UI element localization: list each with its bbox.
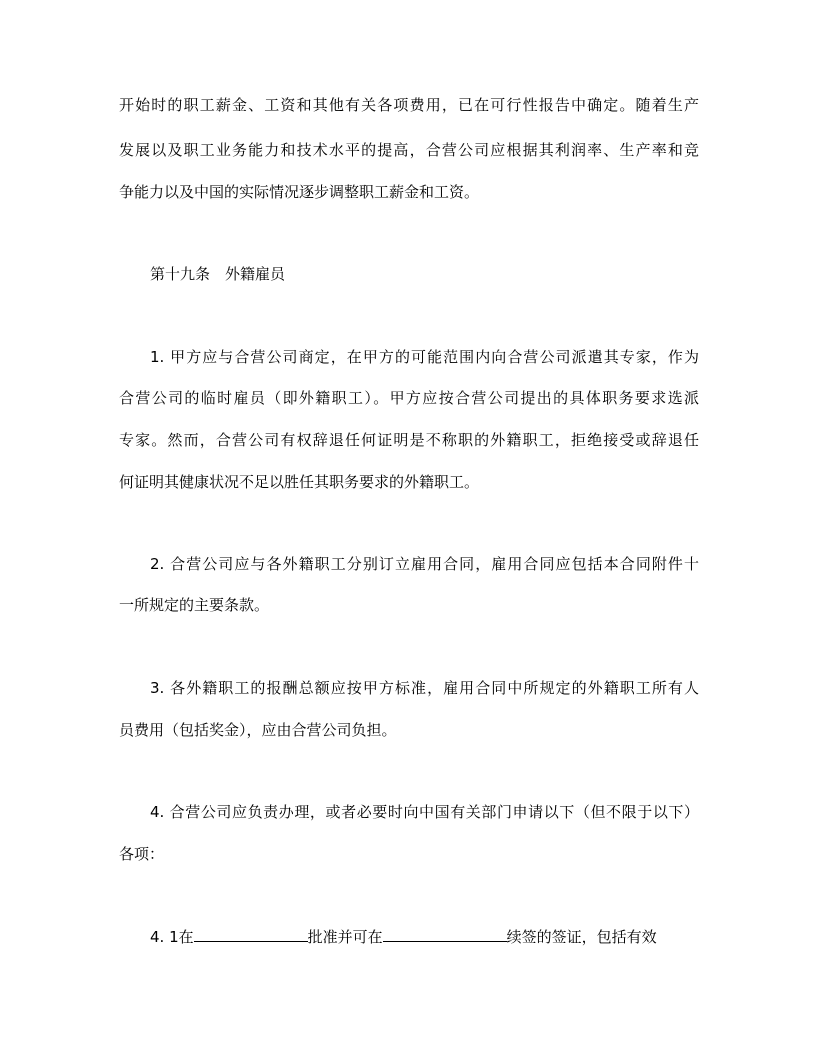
- item-4-1-middle: 批准并可在: [307, 928, 383, 946]
- wages-paragraph-line-3: 争能力以及中国的实际情况逐步调整职工薪金和工资。: [119, 183, 480, 201]
- blank-field-authority[interactable]: [194, 927, 308, 942]
- item-2-line-1: 2. 合营公司应与各外籍职工分别订立雇用合同，雇用合同应包括本合同附件十: [150, 555, 699, 573]
- item-4-line-2: 各项：: [119, 845, 165, 863]
- item-4-1-prefix: 4. 1在: [150, 928, 194, 946]
- item-4-line-1: 4. 合营公司应负责办理，或者必要时向中国有关部门申请以下（但不限于以下）: [150, 803, 699, 821]
- blank-field-renewal-place[interactable]: [383, 927, 507, 942]
- item-4-1-line: [150, 927, 699, 947]
- item-1-line-2: 合营公司的临时雇员（即外籍职工）。甲方应按合营公司提出的具体职务要求选派: [119, 389, 699, 407]
- item-3-line-1: 3. 各外籍职工的报酬总额应按甲方标准，雇用合同中所规定的外籍职工所有人: [150, 679, 699, 697]
- item-3-line-2: 员费用（包括奖金），应由合营公司负担。: [119, 721, 397, 739]
- item-1-line-4: 何证明其健康状况不足以胜任其职务要求的外籍职工。: [119, 473, 480, 491]
- item-4-1-suffix: 续签的签证，包括有效: [506, 928, 657, 946]
- wages-paragraph-line-2: 发展以及职工业务能力和技术水平的提高，合营公司应根据其利润率、生产率和竞: [119, 141, 699, 159]
- item-1-line-3: 专家。然而，合营公司有权辞退任何证明是不称职的外籍职工，拒绝接受或辞退任: [119, 431, 699, 449]
- article-19-heading: 第十九条 外籍雇员: [150, 265, 286, 283]
- item-1-line-1: 1. 甲方应与合营公司商定，在甲方的可能范围内向合营公司派遣其专家，作为: [150, 348, 699, 366]
- wages-paragraph-line-1: 开始时的职工薪金、工资和其他有关各项费用，已在可行性报告中确定。随着生产: [119, 96, 699, 114]
- item-2-line-2: 一所规定的主要条款。: [119, 596, 270, 614]
